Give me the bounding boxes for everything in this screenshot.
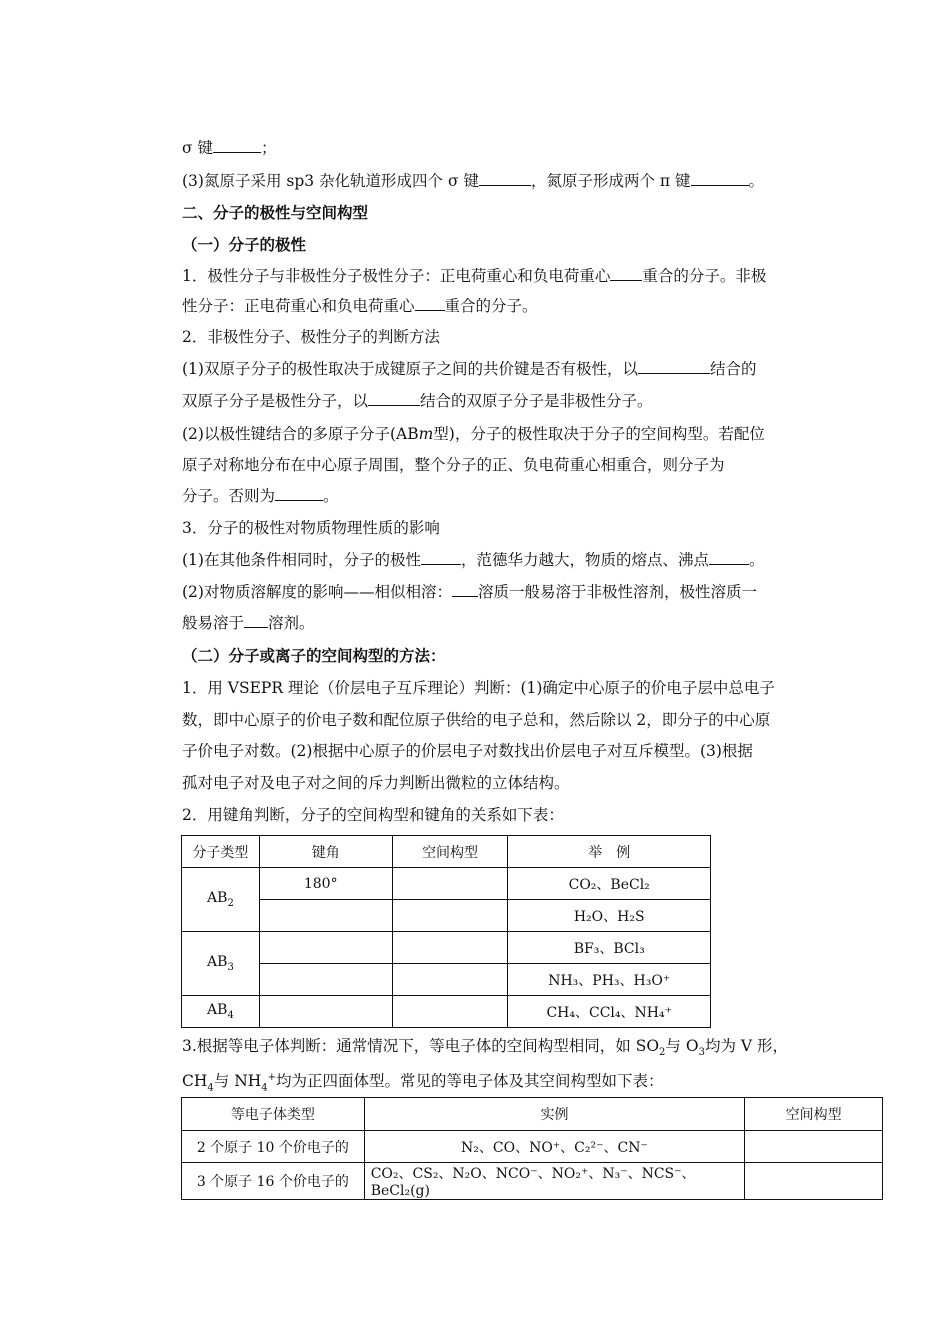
text-line: $CH_4$与 $NH_4^+$均为正四面体型。常见的等电子体及其空间构型如下表：: [182, 1072, 664, 1094]
text-line: 1．极性分子与非极性分子极性分子：正电荷重心和负电荷重心 重合的分子。非极: [182, 267, 767, 285]
table-header: 键角: [259, 836, 392, 868]
example-cell: H₂O、H₂S: [508, 900, 711, 932]
answer-blank: [421, 550, 461, 565]
text-line: (2)对物质溶解度的影响——相似相溶： 溶质一般易溶于非极性溶剂，极性溶质一: [182, 583, 757, 601]
bond-angle-cell: 180°: [259, 868, 392, 900]
table-row: [182, 1131, 883, 1163]
bond-angle-cell: [259, 964, 392, 996]
text-line: 1．用 VSEPR 理论（价层电子互斥理论）判断：(1)确定中心原子的价电子层中总电子: [182, 679, 775, 697]
molecule-type-cell: $AB_4$: [182, 996, 260, 1028]
type-cell: 2 个原子 10 个价电子的: [182, 1131, 365, 1163]
answer-blank: [368, 391, 420, 406]
molecule-type-cell: $AB_3$: [182, 932, 260, 996]
text-line: 数，即中心原子的价电子数和配位原子供给的电子总和，然后除以 2，即分子的中心原: [182, 711, 771, 729]
table-header: 分子类型: [182, 836, 260, 868]
answer-blank: [638, 359, 710, 374]
shape-cell: [745, 1131, 883, 1163]
table-header-row: [182, 1098, 883, 1131]
table-header: 空间构型: [392, 836, 508, 868]
text-line: 性分子：正电荷重心和负电荷重心 重合的分子。: [182, 297, 538, 315]
bond-angle-cell: [259, 996, 392, 1028]
text-line: 2．用键角判断，分子的空间构型和键角的关系如下表：: [182, 806, 564, 824]
answer-blank: [709, 550, 749, 565]
shape-cell: [745, 1163, 883, 1200]
example-cell: BF₃、BCl₃: [508, 932, 711, 964]
example-cell: CO₂、BeCl₂: [508, 868, 711, 900]
text-line: 原子对称地分布在中心原子周围，整个分子的正、负电荷重心相重合，则分子为: [182, 456, 725, 474]
answer-blank: [452, 582, 478, 597]
text-line: 3.根据等电子体判断：通常情况下，等电子体的空间构型相同，如 $SO_2$与 $O_3$均为 V 形，: [182, 1037, 788, 1059]
text-line: (1)双原子分子的极性取决于成键原子之间的共价键是否有极性，以 结合的: [182, 360, 757, 378]
answer-blank: [213, 138, 261, 153]
text-line: 子价电子对数。(2)根据中心原子的价层电子对数找出价层电子对互斥模型。(3)根据: [182, 742, 753, 760]
table-row: [182, 868, 711, 900]
answer-blank: [610, 266, 642, 281]
table-header: 空间构型: [745, 1098, 883, 1131]
example-cell: NH₃、PH₃、H₃O⁺: [508, 964, 711, 996]
subsection-heading: （二）分子或离子的空间构型的方法：: [182, 647, 446, 665]
shape-cell: [392, 996, 508, 1028]
answer-blank: [244, 613, 268, 628]
text-line: 3．分子的极性对物质物理性质的影响: [182, 519, 440, 537]
text-line: σ 键 ；: [182, 139, 277, 157]
molecule-type-cell: $AB_2$: [182, 868, 260, 932]
example-cell: CO₂、CS₂、N₂O、NCO⁻、NO₂⁺、N₃⁻、NCS⁻、BeCl₂(g): [364, 1163, 744, 1200]
bond-angle-cell: [259, 900, 392, 932]
subsection-heading: （一）分子的极性: [182, 236, 307, 254]
shape-cell: [392, 868, 508, 900]
table-row: [182, 900, 711, 932]
text-line: 孤对电子对及电子对之间的斥力判断出微粒的立体结构。: [182, 774, 570, 792]
shape-cell: [392, 900, 508, 932]
table-header: 举 例: [508, 836, 711, 868]
section-heading: 二、分子的极性与空间构型: [182, 204, 369, 222]
table-row: [182, 932, 711, 964]
isoelectronic-table: [181, 1097, 883, 1200]
text-line: (2)以极性键结合的多原子分子(ABm型)，分子的极性取决于分子的空间构型。若配位: [182, 425, 765, 443]
table-row: [182, 1163, 883, 1200]
table-row: [182, 996, 711, 1028]
text-line: (1)在其他条件相同时，分子的极性 ，范德华力越大，物质的熔点、沸点 。: [182, 551, 765, 569]
table-header: 等电子体类型: [182, 1098, 365, 1131]
table-header-row: [182, 836, 711, 868]
bond-angle-cell: [259, 932, 392, 964]
text-line: (3)氮原子采用 sp3 杂化轨道形成四个 σ 键 ，氮原子形成两个 π 键 。: [182, 172, 765, 190]
answer-blank: [275, 486, 323, 501]
example-cell: N₂、CO、NO⁺、C₂²⁻、CN⁻: [364, 1131, 744, 1163]
shape-cell: [392, 964, 508, 996]
shape-cell: [392, 932, 508, 964]
text-line: 般易溶于 溶剂。: [182, 614, 315, 632]
bond-angle-table: [181, 835, 711, 1028]
answer-blank: [415, 296, 445, 311]
text-line: 双原子分子是极性分子，以 结合的双原子分子是非极性分子。: [182, 392, 653, 410]
example-cell: CH₄、CCl₄、NH₄⁺: [508, 996, 711, 1028]
answer-blank: [479, 171, 531, 186]
text-line: 分子。否则为 。: [182, 487, 339, 505]
table-header: 实例: [364, 1098, 744, 1131]
table-row: [182, 964, 711, 996]
type-cell: 3 个原子 16 个价电子的: [182, 1163, 365, 1200]
answer-blank: [691, 171, 749, 186]
text-line: 2．非极性分子、极性分子的判断方法: [182, 328, 440, 346]
